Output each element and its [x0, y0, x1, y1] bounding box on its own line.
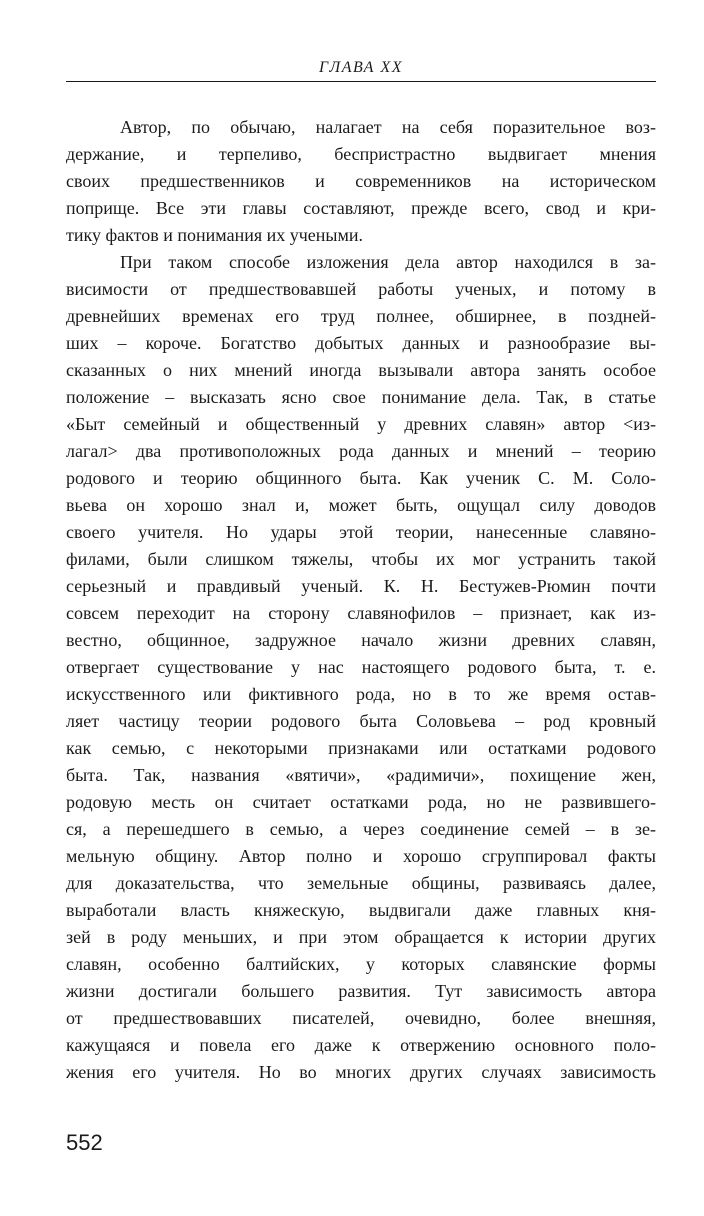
page-number: 552: [66, 1130, 103, 1155]
text-line: жения его учителя. Но во многих других случаях зависимость: [66, 1062, 656, 1082]
text-line: тику фактов и понимания их учеными.: [66, 225, 364, 245]
text-line: для доказательства, что земельные общины, развиваясь далее,: [66, 873, 656, 893]
text-line: лагал> два противоположных рода данных и мнений – теорию: [66, 441, 656, 461]
text-line: славян, особенно балтийских, у которых славянские формы: [66, 954, 656, 974]
text-line: от предшествовавших писателей, очевидно, более внешняя,: [66, 1008, 656, 1028]
text-line: отвергает существование у нас настоящего родового быта, т. е.: [66, 657, 656, 677]
text-line: древнейших временах его труд полнее, обширнее, в поздней-: [66, 306, 656, 326]
text-line: своего учителя. Но удары этой теории, нанесенные славяно-: [66, 522, 656, 542]
paragraph: [66, 249, 656, 1086]
text-line: положение – высказать ясно свое понимание дела. Так, в статье: [66, 387, 656, 407]
text-line: висимости от предшествовавшей работы ученых, и потому в: [66, 279, 656, 299]
text-line: сказанных о них мнений иногда вызывали автора занять особое: [66, 360, 656, 380]
text-line: своих предшественников и современников на историческом: [66, 171, 656, 191]
text-line: жизни достигали большего развития. Тут зависимость автора: [66, 981, 656, 1001]
body-text: [66, 114, 656, 1086]
text-line: поприще. Все эти главы составляют, прежде всего, свод и кри-: [66, 198, 656, 218]
text-line: быта. Так, названия «вятичи», «радимичи», похищение жен,: [66, 765, 656, 785]
text-line: совсем переходит на сторону славянофилов – признает, как из-: [66, 603, 656, 623]
text-line: как семью, с некоторыми признаками или остатками родового: [66, 738, 656, 758]
text-line: вьева он хорошо знал и, может быть, ощущал силу доводов: [66, 495, 656, 515]
header-rule: [66, 81, 656, 82]
text-line: серьезный и правдивый ученый. К. Н. Бестужев-Рюмин почти: [66, 576, 656, 596]
text-line: филами, были слишком тяжелы, чтобы их мог устранить такой: [66, 549, 656, 569]
text-line: искусственного или фиктивного рода, но в то же время остав-: [66, 684, 656, 704]
text-line: «Быт семейный и общественный у древних славян» автор <из-: [66, 414, 656, 434]
running-head: ГЛАВА XX: [319, 59, 403, 76]
text-line: При таком способе изложения дела автор находился в за-: [120, 252, 656, 272]
text-line: держание, и терпеливо, беспристрастно выдвигает мнения: [66, 144, 656, 164]
text-line: зей в роду меньших, и при этом обращается к истории других: [66, 927, 656, 947]
text-line: родовую месть он считает остатками рода, но не развившего-: [66, 792, 656, 812]
text-line: ся, а перешедшего в семью, а через соединение семей – в зе-: [66, 819, 656, 839]
paragraph: [66, 114, 656, 249]
text-line: родового и теорию общинного быта. Как ученик С. М. Соло-: [66, 468, 656, 488]
text-line: кажущаяся и повела его даже к отвержению основного поло-: [66, 1035, 656, 1055]
text-line: ляет частицу теории родового быта Соловьева – род кровный: [66, 711, 656, 731]
text-line: ших – короче. Богатство добытых данных и разнообразие вы-: [66, 333, 656, 353]
text-line: выработали власть княжескую, выдвигали даже главных кня-: [66, 900, 656, 920]
text-line: мельную общину. Автор полно и хорошо сгруппировал факты: [66, 846, 656, 866]
text-line: вестно, общинное, задружное начало жизни древних славян,: [66, 630, 656, 650]
text-line: Автор, по обычаю, налагает на себя поразительное воз-: [120, 117, 656, 137]
